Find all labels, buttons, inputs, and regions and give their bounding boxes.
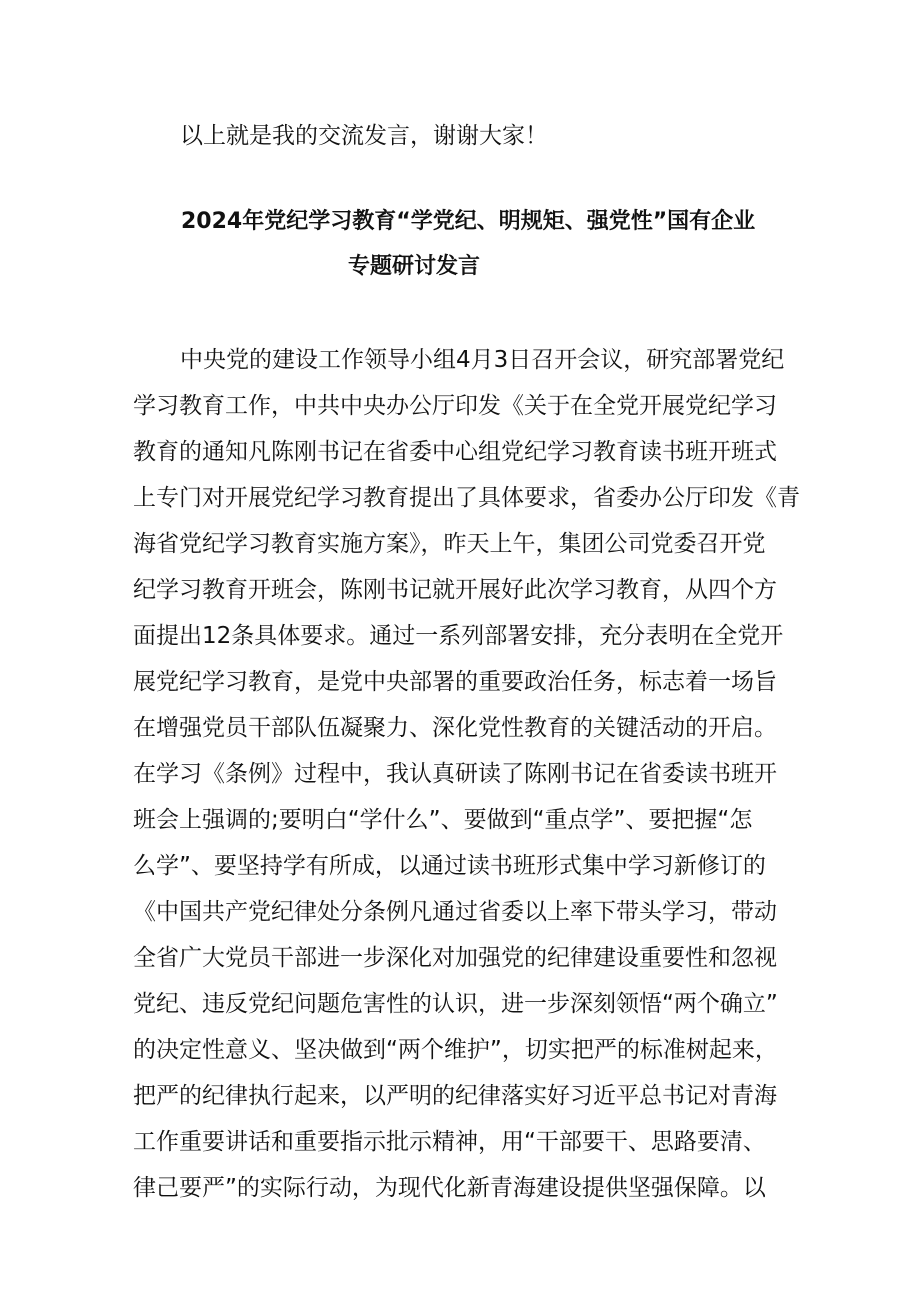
body-line: 党纪、违反党纪问题危害性的认识，进一步深刻领悟“两个确立” bbox=[133, 991, 778, 1017]
body-line: 的决定性意义、坚决做到“两个维护”，切实把严的标准树起来， bbox=[133, 1037, 778, 1063]
body-line: 么学”、要坚持学有所成，以通过读书班形式集中学习新修订的 bbox=[133, 853, 766, 879]
body-line: 律己要严”的实际行动，为现代化新青海建设提供坚强保障。以 bbox=[133, 1175, 766, 1201]
body-line: 在增强党员干部队伍凝聚力、深化党性教育的关键活动的开启。 bbox=[133, 715, 777, 741]
body-line: 教育的通知凡陈刚书记在省委中心组党纪学习教育读书班开班式 bbox=[133, 439, 777, 465]
body-line: 展党纪学习教育，是党中央部署的重要政治任务，标志着一场旨 bbox=[133, 669, 777, 695]
body-line: 把严的纪律执行起来，以严明的纪律落实好习近平总书记对青海 bbox=[133, 1083, 777, 1109]
body-line: 中央党的建设工作领导小组4月3日召开会议，研究部署党纪 bbox=[180, 347, 785, 373]
document-title-line-2: 专题研讨发言 bbox=[348, 254, 481, 279]
body-line: 工作重要讲话和重要指示批示精神，用“干部要干、思路要清、 bbox=[133, 1129, 766, 1155]
body-line: 《中国共产党纪律处分条例凡通过省委以上率下带头学习，带动 bbox=[133, 899, 777, 925]
document-title-line-1: 2024年党纪学习教育“学党纪、明规矩、强党性”国有企业 bbox=[181, 209, 756, 234]
body-line: 学习教育工作，中共中央办公厅印发《关于在全党开展党纪学习 bbox=[133, 393, 777, 419]
body-line: 上专门对开展党纪学习教育提出了具体要求，省委办公厅印发《青 bbox=[133, 485, 800, 511]
body-line: 纪学习教育开班会，陈刚书记就开展好此次学习教育，从四个方 bbox=[133, 577, 777, 603]
closing-line: 以上就是我的交流发言，谢谢大家！ bbox=[180, 123, 548, 149]
body-line: 班会上强调的;要明白“学什么”、要做到“重点学”、要把握“怎 bbox=[133, 807, 753, 833]
body-line: 在学习《条例》过程中，我认真研读了陈刚书记在省委读书班开 bbox=[133, 761, 777, 787]
body-line: 全省广大党员干部进一步深化对加强党的纪律建设重要性和忽视 bbox=[133, 945, 777, 971]
body-line: 面提出12条具体要求。通过一系列部署安排，充分表明在全党开 bbox=[133, 623, 784, 649]
body-line: 海省党纪学习教育实施方案》，昨天上午，集团公司党委召开党 bbox=[133, 531, 766, 557]
